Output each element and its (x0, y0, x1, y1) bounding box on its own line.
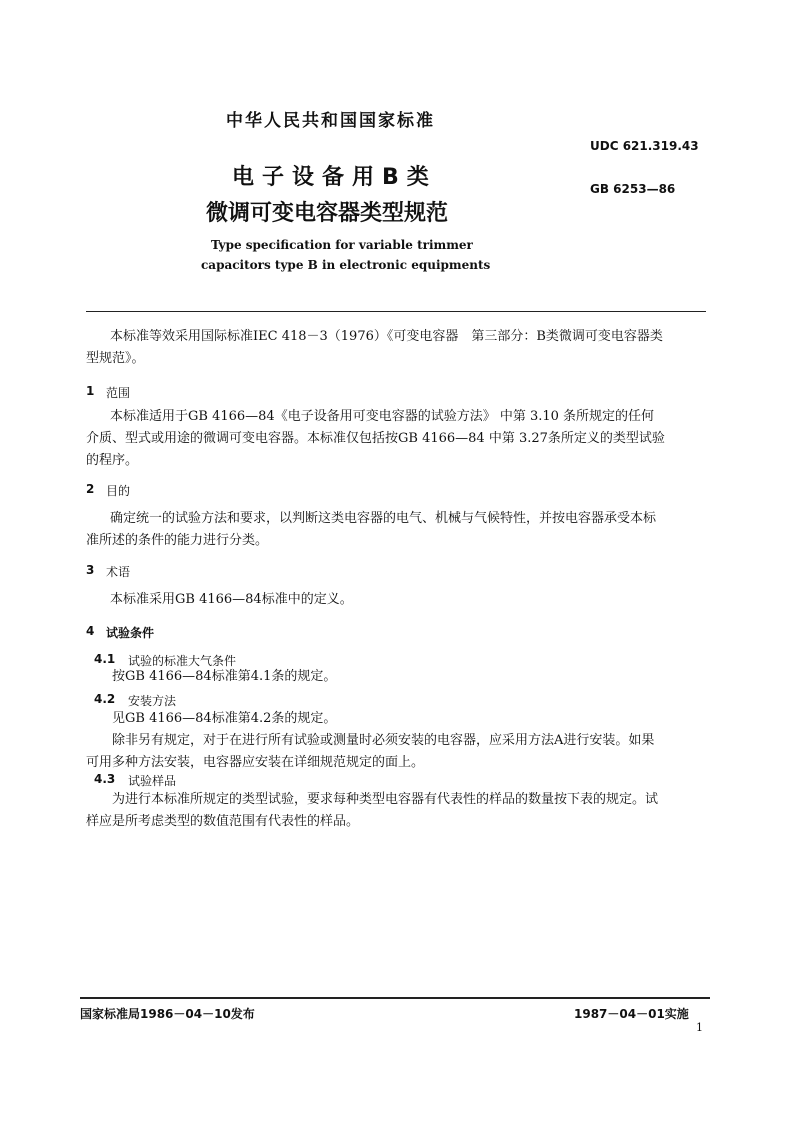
section-2-number: 2 (86, 482, 95, 496)
national-standard-heading: 中华人民共和国国家标准 (226, 111, 435, 131)
section-4-3-line-2: 样应是所考虑类型的数值范围有代表性的样品。 (86, 814, 360, 829)
section-4-2-line-3: 可用多种方法安装，电容器应安装在详细规范规定的面上。 (86, 755, 425, 770)
section-3-number: 3 (86, 563, 95, 577)
document-title-line1: 电子设备用B类 (232, 165, 437, 190)
section-2-line-1: 确定统一的试验方法和要求，以判断这类电容器的电气、机械与气候特性，并按电容器承受本标 (110, 511, 657, 526)
intro-paragraph (86, 326, 716, 370)
issue-date: 国家标准局1986－04－10发布 (80, 1007, 255, 1021)
gb-code: GB 6253—86 (590, 182, 676, 196)
section-1-line-3: 的程序。 (86, 453, 139, 468)
intro-line-1: 本标准等效采用国际标准IEC 418－3（1976）《可变电容器 第三部分：B类微调可变电容器类 (110, 329, 663, 344)
section-4-1-line-1: 按GB 4166—84标准第4.1条的规定。 (112, 669, 337, 684)
english-title-line1: Type specification for variable trimmer (211, 238, 473, 252)
udc-code: UDC 621.319.43 (590, 139, 699, 153)
section-4-3-title: 试验样品 (128, 774, 177, 788)
section-4-2-line-2: 除非另有规定，对于在进行所有试验或测量时必须安装的电容器，应采用方法A进行安装。如果 (112, 733, 655, 748)
section-2-paragraph (86, 508, 716, 552)
section-1-number: 1 (86, 384, 95, 398)
intro-line-2: 型规范》。 (86, 351, 145, 366)
section-4-3-line-1: 为进行本标准所规定的类型试验，要求每种类型电容器有代表性的样品的数量按下表的规定。试 (112, 792, 659, 807)
section-1-line-2: 介质、型式或用途的微调可变电容器。本标准仅包括按GB 4166—84 中第 3.27条所定义的类型试验 (86, 431, 665, 446)
section-4-3-number: 4.3 (94, 772, 116, 786)
section-2-line-2: 准所述的条件的能力进行分类。 (86, 533, 269, 548)
section-3-paragraph (86, 589, 716, 611)
section-1-line-1: 本标准适用于GB 4166—84《电子设备用可变电容器的试验方法》 中第 3.10 条所规定的任何 (110, 409, 655, 424)
section-2-title: 目的 (106, 484, 131, 498)
section-4-1-title: 试验的标准大气条件 (128, 654, 237, 668)
section-1-title: 范围 (106, 386, 131, 400)
header-divider (86, 311, 706, 312)
section-4-3-paragraph (86, 789, 716, 833)
section-4-2-paragraph (86, 708, 716, 774)
section-4-2-title: 安装方法 (128, 694, 177, 708)
page-number: 1 (696, 1021, 703, 1034)
section-4-title: 试验条件 (106, 626, 155, 640)
footer-divider (80, 997, 710, 999)
section-4-number: 4 (86, 624, 95, 638)
effective-date: 1987－04－01实施 (574, 1007, 689, 1021)
section-4-1-number: 4.1 (94, 652, 116, 666)
section-4-1-paragraph (112, 666, 712, 688)
section-4-2-number: 4.2 (94, 692, 116, 706)
english-title-line2: capacitors type B in electronic equipments (201, 258, 491, 272)
section-3-title: 术语 (106, 565, 131, 579)
document-title-line2: 微调可变电容器类型规范 (206, 201, 449, 226)
section-4-2-line-1: 见GB 4166—84标准第4.2条的规定。 (112, 711, 337, 726)
section-3-line-1: 本标准采用GB 4166—84标准中的定义。 (110, 592, 353, 607)
section-1-paragraph (86, 406, 716, 472)
